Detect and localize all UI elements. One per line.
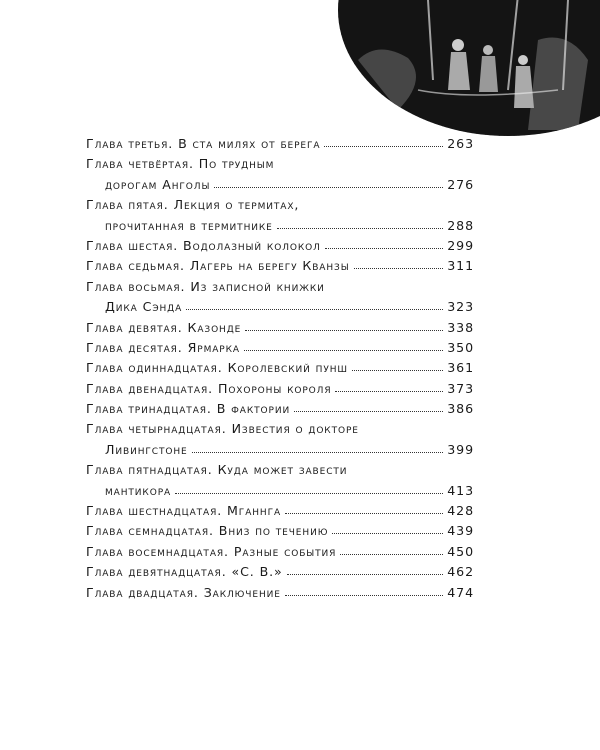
toc-entry-line xyxy=(86,483,474,503)
chapter-title: Дика Сэнда xyxy=(105,299,183,315)
chapter-title: Глава седьмая. Лагерь на берегу Кванзы xyxy=(86,258,350,274)
chapter-title: Глава тринадцатая. В фактории xyxy=(86,401,291,417)
page-number: 462 xyxy=(447,564,474,580)
page-number: 413 xyxy=(447,482,474,498)
toc-entry-line xyxy=(86,238,474,258)
toc-entry[interactable] xyxy=(86,320,474,340)
chapter-title: Глава семнадцатая. Вниз по течению xyxy=(86,523,329,539)
chapter-title: Глава шестнадцатая. Мганнга xyxy=(86,503,282,519)
page-number: 474 xyxy=(447,584,474,600)
toc-entry[interactable] xyxy=(86,381,474,401)
toc-entry-line xyxy=(86,462,474,482)
chapter-title: Глава четырнадцатая. Известия о докторе xyxy=(86,421,359,437)
dot-leader xyxy=(324,145,443,147)
chapter-title: Глава четвёртая. По трудным xyxy=(86,156,275,172)
toc-entry[interactable] xyxy=(86,197,474,238)
dot-leader xyxy=(186,308,443,310)
toc-entry-line xyxy=(86,523,474,543)
dot-leader xyxy=(335,390,443,392)
page-number: 338 xyxy=(447,319,474,335)
chapter-title: мантикора xyxy=(105,482,172,498)
toc-entry-line xyxy=(86,503,474,523)
chapter-title: Глава пятая. Лекция о термитах, xyxy=(86,197,300,213)
toc-entry[interactable] xyxy=(86,258,474,278)
toc-entry-line xyxy=(86,442,474,462)
toc-entry[interactable] xyxy=(86,136,474,156)
chapter-title: Глава шестая. Водолазный колокол xyxy=(86,237,321,253)
page-number: 450 xyxy=(447,543,474,559)
chapter-title: Глава одиннадцатая. Королевский пунш xyxy=(86,360,348,376)
toc-entry-line xyxy=(86,299,474,319)
toc-entry-line xyxy=(86,279,474,299)
toc-entry[interactable] xyxy=(86,523,474,543)
dot-leader xyxy=(287,573,444,575)
chapter-title: Глава двадцатая. Заключение xyxy=(86,584,281,600)
dot-leader xyxy=(277,227,444,229)
dot-leader xyxy=(285,512,443,514)
page-number: 276 xyxy=(447,176,474,192)
toc-entry[interactable] xyxy=(86,279,474,320)
toc-entry-line xyxy=(86,136,474,156)
chapter-title: Ливингстоне xyxy=(105,441,188,457)
toc-entry-line xyxy=(86,585,474,605)
page-number: 373 xyxy=(447,380,474,396)
dot-leader xyxy=(285,594,443,596)
toc-entry[interactable] xyxy=(86,503,474,523)
toc-entry[interactable] xyxy=(86,340,474,360)
chapter-title: прочитанная в термитнике xyxy=(105,217,273,233)
dot-leader xyxy=(352,369,443,371)
toc-entry[interactable] xyxy=(86,564,474,584)
page-number: 439 xyxy=(447,523,474,539)
page-number: 350 xyxy=(447,339,474,355)
page-number: 399 xyxy=(447,441,474,457)
toc-entry-line xyxy=(86,258,474,278)
toc-entry[interactable] xyxy=(86,401,474,421)
toc-entry-line xyxy=(86,340,474,360)
chapter-title: Глава девятая. Казонде xyxy=(86,319,242,335)
chapter-title: дорогам Анголы xyxy=(105,176,211,192)
dot-leader xyxy=(192,451,444,453)
toc-entry[interactable] xyxy=(86,421,474,462)
toc-entry[interactable] xyxy=(86,544,474,564)
page-number: 428 xyxy=(447,503,474,519)
toc-entry-line xyxy=(86,381,474,401)
page-number: 386 xyxy=(447,401,474,417)
dot-leader xyxy=(340,553,443,555)
chapter-title: Глава десятая. Ярмарка xyxy=(86,339,240,355)
dot-leader xyxy=(175,492,443,494)
toc-entry-line xyxy=(86,401,474,421)
toc-entry-line xyxy=(86,564,474,584)
dot-leader xyxy=(214,186,443,188)
chapter-title: Глава восемнадцатая. Разные события xyxy=(86,543,337,559)
chapter-title: Глава девятнадцатая. «С. В.» xyxy=(86,564,283,580)
dot-leader xyxy=(294,410,443,412)
toc-entry[interactable] xyxy=(86,156,474,197)
chapter-title: Глава пятнадцатая. Куда может завести xyxy=(86,462,348,478)
toc-entry[interactable] xyxy=(86,238,474,258)
chapter-title: Глава восьмая. Из записной книжки xyxy=(86,278,325,294)
page-number: 361 xyxy=(447,360,474,376)
dot-leader xyxy=(245,329,443,331)
dot-leader xyxy=(325,247,443,249)
page-number: 288 xyxy=(447,217,474,233)
toc-entry-line xyxy=(86,360,474,380)
chapter-title: Глава двенадцатая. Похороны короля xyxy=(86,380,332,396)
page-number: 323 xyxy=(447,299,474,315)
toc-entry[interactable] xyxy=(86,360,474,380)
toc-entry-line xyxy=(86,421,474,441)
page-number: 311 xyxy=(447,258,474,274)
page-number: 263 xyxy=(447,136,474,151)
toc-entry-line xyxy=(86,218,474,238)
dot-leader xyxy=(244,349,443,351)
toc-entry-line xyxy=(86,156,474,176)
engraving-illustration xyxy=(338,0,600,136)
dot-leader xyxy=(332,532,443,534)
toc-entry[interactable] xyxy=(86,462,474,503)
toc-entry-line xyxy=(86,177,474,197)
toc-entry-line xyxy=(86,544,474,564)
dot-leader xyxy=(354,267,444,269)
toc-entry-line xyxy=(86,320,474,340)
table-of-contents xyxy=(86,136,474,605)
toc-entry-line xyxy=(86,197,474,217)
toc-entry[interactable] xyxy=(86,585,474,605)
chapter-title: Глава третья. В ста милях от берега xyxy=(86,136,321,151)
page-number: 299 xyxy=(447,237,474,253)
